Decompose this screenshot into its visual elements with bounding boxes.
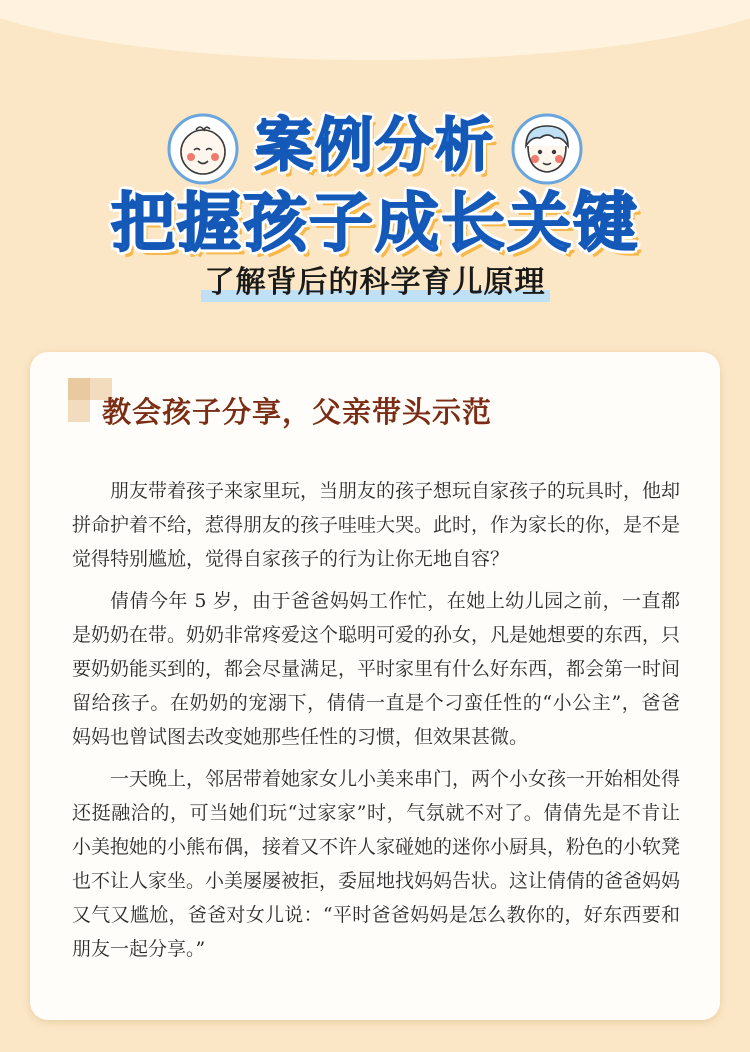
article-body [72, 474, 680, 974]
banner-title-line-2: 把握孩子成长关键 [111, 187, 639, 261]
banner-subtitle-wrap [0, 262, 750, 304]
article-paragraph: 朋友带着孩子来家里玩，当朋友的孩子想玩自家孩子的玩具时，他却拼命护着不给，惹得朋友的孩子哇哇大哭。此时，作为家长的你，是不是觉得特别尴尬，觉得自家孩子的行为让你无地自容？ [72, 480, 681, 570]
article-paragraph: 倩倩今年 5 岁，由于爸爸妈妈工作忙，在她上幼儿园之前，一直都是奶奶在带。奶奶非常疼爱这个聪明可爱的孙女，凡是她想要的东西，只要奶奶能买到的，都会尽量满足，平时家里有什么好东西，都会第一时间留给孩子。在奶奶的宠溺下，倩倩一直是个刁蛮任性的“小公主”，爸爸妈妈也曾试图去改变她那些任性的习惯，但效果甚微。 [72, 590, 681, 748]
banner-title-line-1: 案例分析 [254, 111, 495, 179]
section-title: 教会孩子分享，父亲带头示范 [102, 395, 493, 429]
heading-decoration-square [68, 378, 90, 400]
article-paragraph: 一天晚上，邻居带着她家女儿小美来串门，两个小女孩一开始相处得还挺融洽的，可当她们玩“过家家”时，气氛就不对了。倩倩先是不肯让小美抱她的小熊布偶，接着又不许人家碰她的迷你小厨具，粉色的小软凳也不让人家坐。小美屡屡被拒，委屈地找妈妈告状。这让倩倩的爸爸妈妈又气又尴尬，爸爸对女儿说：“平时爸爸妈妈是怎么教你的，好东西要和朋友一起分享。” [72, 768, 681, 960]
banner-subtitle: 了解背后的科学育儿原理 [201, 262, 550, 304]
header-banner [0, 0, 750, 340]
section-heading [68, 378, 588, 438]
content-card [30, 352, 720, 1020]
heading-decoration-square [68, 400, 90, 422]
